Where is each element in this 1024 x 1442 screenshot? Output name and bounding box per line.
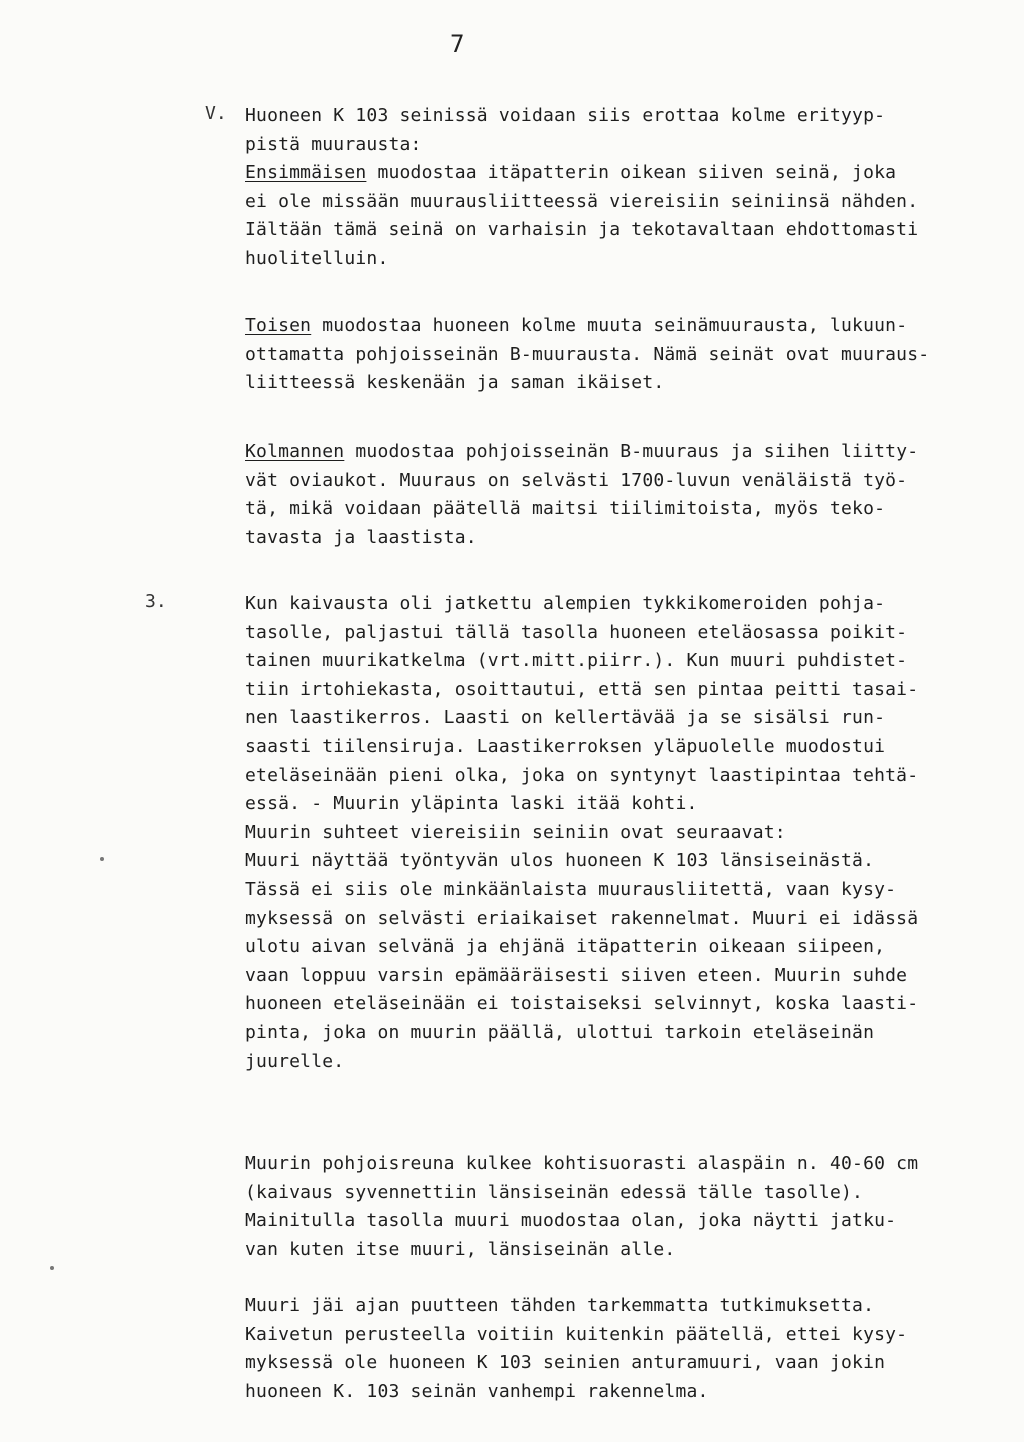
text-line: tasolle, paljastui tällä tasolla huoneen eteläosassa poikit- <box>245 621 908 643</box>
text-line: pinta, joka on muurin päällä, ulottui tarkoin eteläseinän <box>245 1021 875 1043</box>
section-3-paragraph-1 <box>245 590 1024 1076</box>
text-line: ottamatta pohjoisseinän B-muurausta. Nämä seinät ovat muuraus- <box>245 343 930 365</box>
line-text: muodostaa huoneen kolme muuta seinämuurausta, lukuun- <box>311 315 908 336</box>
text-line: ulotu aivan selvänä ja ehjänä itäpatterin oikeaan siipeen, <box>245 936 886 958</box>
section-v-paragraph-1 <box>245 102 1024 159</box>
text-line: Muuri jäi ajan puutteen tähden tarkemmatta tutkimuksetta. <box>245 1295 875 1316</box>
text-line: huoneen K. 103 seinän vanhempi rakennelma. <box>245 1380 709 1402</box>
text-line: Iältään tämä seinä on varhaisin ja tekotavaltaan ehdottomasti <box>245 219 919 241</box>
text-line: huolitelluin. <box>245 247 389 269</box>
section-3-paragraph-3 <box>245 1292 1024 1406</box>
text-line <box>245 438 1024 467</box>
text-line: saasti tiilensiruja. Laastikerroksen yläpuolelle muodostui <box>245 735 886 757</box>
text-line: van kuten itse muuri, länsiseinän alle. <box>245 1238 676 1260</box>
text-line: Muurin pohjoisreuna kulkee kohtisuorasti alaspäin n. 40-60 cm <box>245 1153 919 1174</box>
text-line <box>245 312 1024 341</box>
text-line: eteläseinään pieni olka, joka on syntynyt laastipintaa tehtä- <box>245 764 919 786</box>
text-line <box>245 159 1024 188</box>
scan-speck <box>50 1266 54 1270</box>
text-line: liitteessä keskenään ja saman ikäiset. <box>245 372 665 394</box>
text-line: Huoneen K 103 seinissä voidaan siis erottaa kolme erityyp- <box>245 105 886 126</box>
text-line: Muuri näyttää työntyvän ulos huoneen K 103 länsiseinästä. <box>245 850 875 872</box>
text-line: Mainitulla tasolla muuri muodostaa olan, joka näytti jatku- <box>245 1210 897 1232</box>
text-line: juurelle. <box>245 1050 345 1072</box>
text-line: nen laastikerros. Laasti on kellertävää ja se sisälsi run- <box>245 707 886 729</box>
section-3-paragraph-2 <box>245 1150 1024 1264</box>
text-line: Muurin suhteet viereisiin seiniin ovat seuraavat: <box>245 821 786 843</box>
underlined-word: Ensimmäisen <box>245 162 367 183</box>
text-line: myksessä on selvästi eriaikaiset rakennelmat. Muuri ei idässä <box>245 907 919 929</box>
scan-speck <box>100 857 104 861</box>
line-text: muodostaa itäpatterin oikean siiven seinä, joka <box>366 162 897 183</box>
text-line: vaan loppuu varsin epämääräisesti siiven eteen. Muurin suhde <box>245 964 908 986</box>
text-line: Tässä ei siis ole minkäänlaista muurausliitettä, vaan kysy- <box>245 878 897 900</box>
text-line: pistä muurausta: <box>245 133 422 155</box>
line-text: muodostaa pohjoisseinän B-muuraus ja siihen liitty- <box>344 441 919 462</box>
section-label-3: 3. <box>145 591 167 612</box>
text-line: tiin irtohiekasta, osoittautui, että sen pintaa peitti tasai- <box>245 678 919 700</box>
underlined-word: Toisen <box>245 315 312 336</box>
page-number: 7 <box>450 30 465 58</box>
text-line: Kaivetun perusteella voitiin kuitenkin päätellä, ettei kysy- <box>245 1323 908 1345</box>
text-line: Kun kaivausta oli jatkettu alempien tykkikomeroiden pohja- <box>245 593 886 614</box>
text-line: huoneen eteläseinään ei toistaiseksi selvinnyt, koska laasti- <box>245 993 919 1015</box>
text-line: tavasta ja laastista. <box>245 526 477 548</box>
text-line: essä. - Muurin yläpinta laski itää kohti. <box>245 793 698 815</box>
underlined-word: Kolmannen <box>245 441 345 462</box>
section-v-paragraph-2 <box>245 159 1024 273</box>
section-label-v: V. <box>205 103 227 124</box>
section-v-paragraph-4 <box>245 438 1024 552</box>
section-v-paragraph-3 <box>245 312 1024 398</box>
text-line: tainen muurikatkelma (vrt.mitt.piirr.). Kun muuri puhdistet- <box>245 650 908 672</box>
text-line: (kaivaus syvennettiin länsiseinän edessä tälle tasolle). <box>245 1181 864 1203</box>
text-line: ei ole missään muurausliitteessä viereisiin seiniinsä nähden. <box>245 190 919 212</box>
text-line: tä, mikä voidaan päätellä maitsi tiilimitoista, myös teko- <box>245 498 886 520</box>
text-line: myksessä ole huoneen K 103 seinien anturamuuri, vaan jokin <box>245 1352 886 1374</box>
text-line: vät oviaukot. Muuraus on selvästi 1700-luvun venäläistä työ- <box>245 469 908 491</box>
